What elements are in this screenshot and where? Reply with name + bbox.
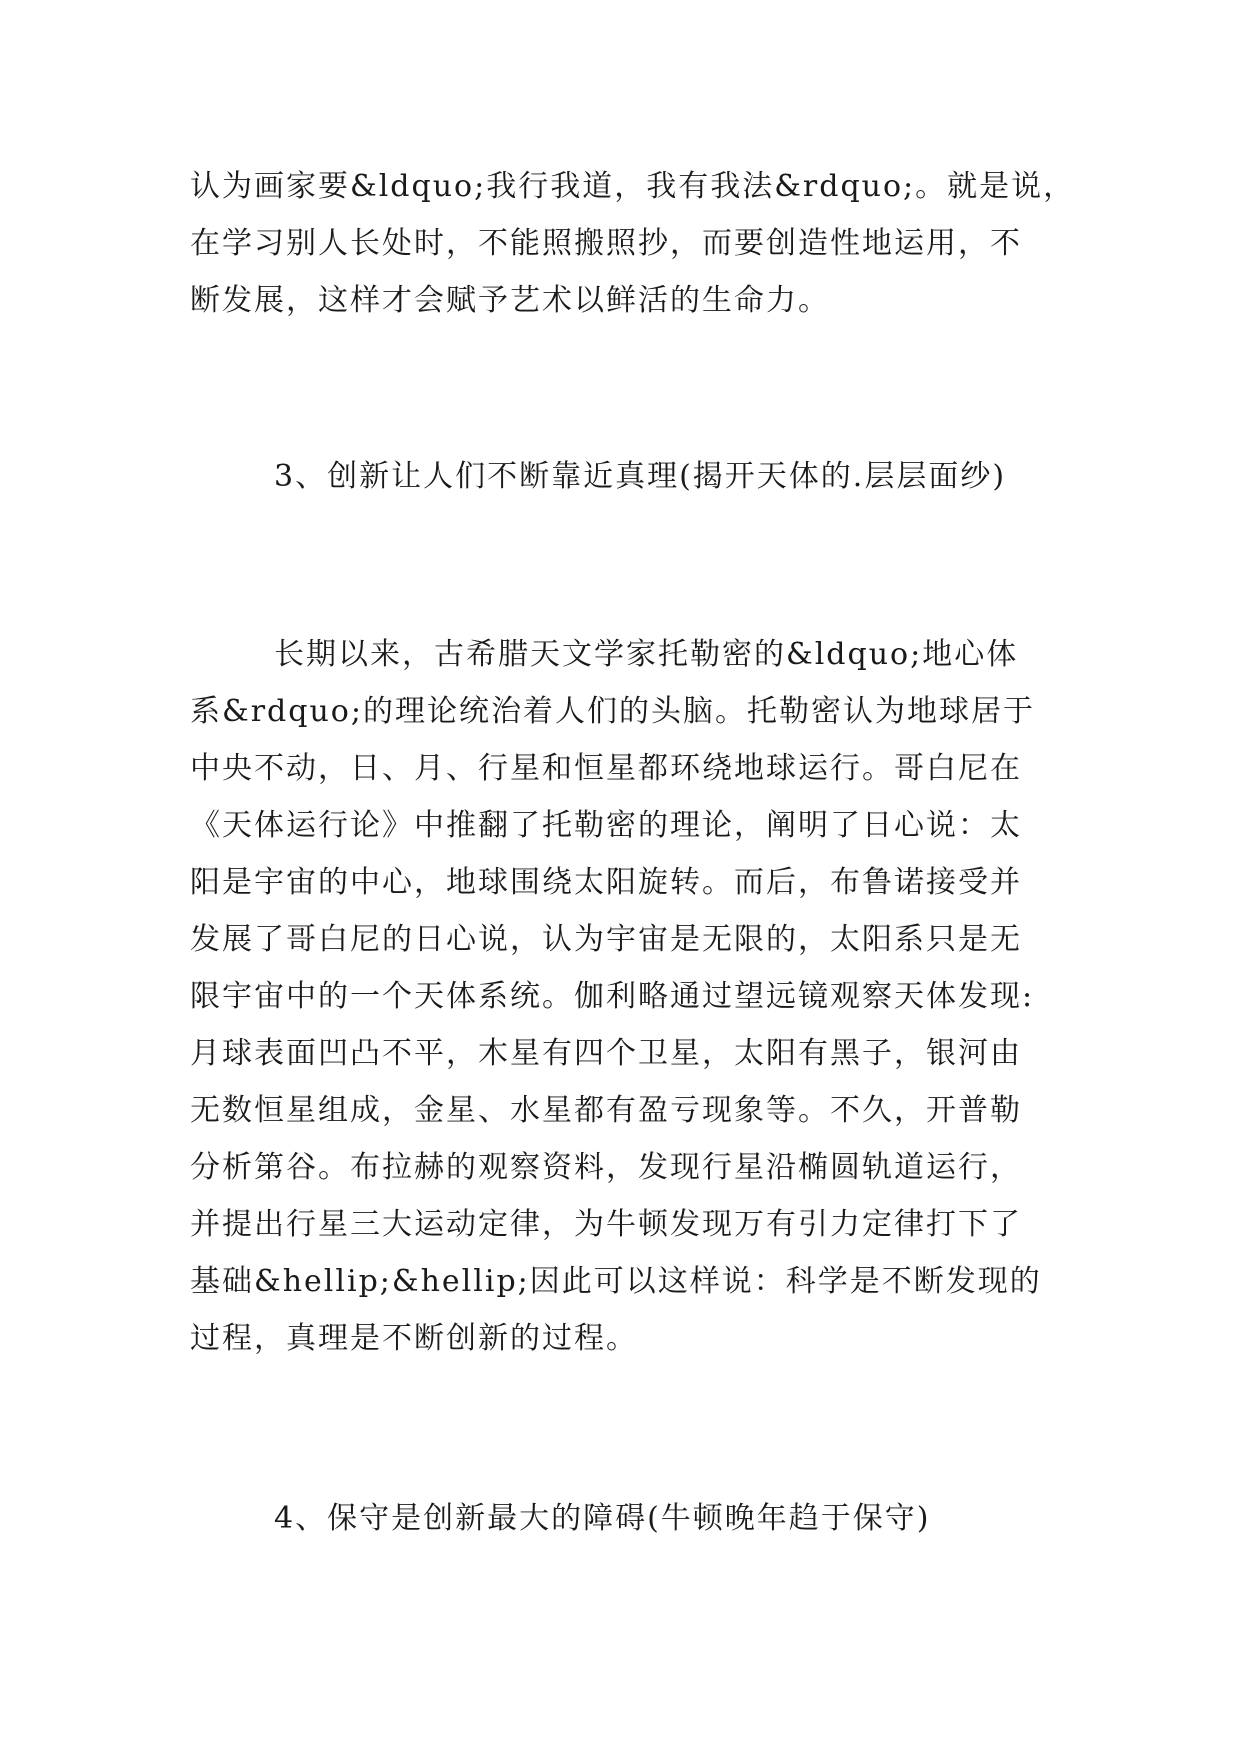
text-line: 限宇宙中的一个天体系统。伽利略通过望远镜观察天体发现: xyxy=(190,979,1035,1014)
text-line: 无数恒星组成，金星、水星都有盈亏现象等。不久，开普勒 xyxy=(190,1093,1022,1128)
text-line: 基础&hellip;&hellip;因此可以这样说：科学是不断发现的 xyxy=(190,1264,1042,1299)
heading-text: 3、创新让人们不断靠近真理(揭开天体的.层层面纱) xyxy=(274,459,1007,494)
text-line: 分析第谷。布拉赫的观察资料，发现行星沿椭圆轨道运行， xyxy=(190,1150,1022,1185)
heading-text: 4、保守是创新最大的障碍(牛顿晚年趋于保守) xyxy=(274,1501,931,1536)
paragraph-art-creativity xyxy=(190,158,1076,329)
section-heading-3 xyxy=(190,448,1070,505)
text-line: 断发展，这样才会赋予艺术以鲜活的生命力。 xyxy=(190,283,830,318)
text-line: 过程，真理是不断创新的过程。 xyxy=(190,1321,638,1356)
text-line: 认为画家要&ldquo;我行我道，我有我法&rdquo;。就是说， xyxy=(190,169,1076,204)
text-line: 《天体运行论》中推翻了托勒密的理论，阐明了日心说：太 xyxy=(190,808,1022,843)
text-line: 月球表面凹凸不平，木星有四个卫星，太阳有黑子，银河由 xyxy=(190,1036,1022,1071)
text-line: 发展了哥白尼的日心说，认为宇宙是无限的，太阳系只是无 xyxy=(190,922,1022,957)
text-line: 在学习别人长处时，不能照搬照抄，而要创造性地运用，不 xyxy=(190,226,1022,261)
paragraph-astronomy-history xyxy=(190,626,1070,1367)
text-line: 并提出行星三大运动定律，为牛顿发现万有引力定律打下了 xyxy=(190,1207,1022,1242)
section-heading-4 xyxy=(190,1490,1070,1547)
text-line: 阳是宇宙的中心，地球围绕太阳旋转。而后，布鲁诺接受并 xyxy=(190,865,1022,900)
text-line: 系&rdquo;的理论统治着人们的头脑。托勒密认为地球居于 xyxy=(190,694,1035,729)
text-line: 中央不动，日、月、行星和恒星都环绕地球运行。哥白尼在 xyxy=(190,751,1022,786)
text-line: 长期以来，古希腊天文学家托勒密的&ldquo;地心体 xyxy=(274,637,1019,672)
